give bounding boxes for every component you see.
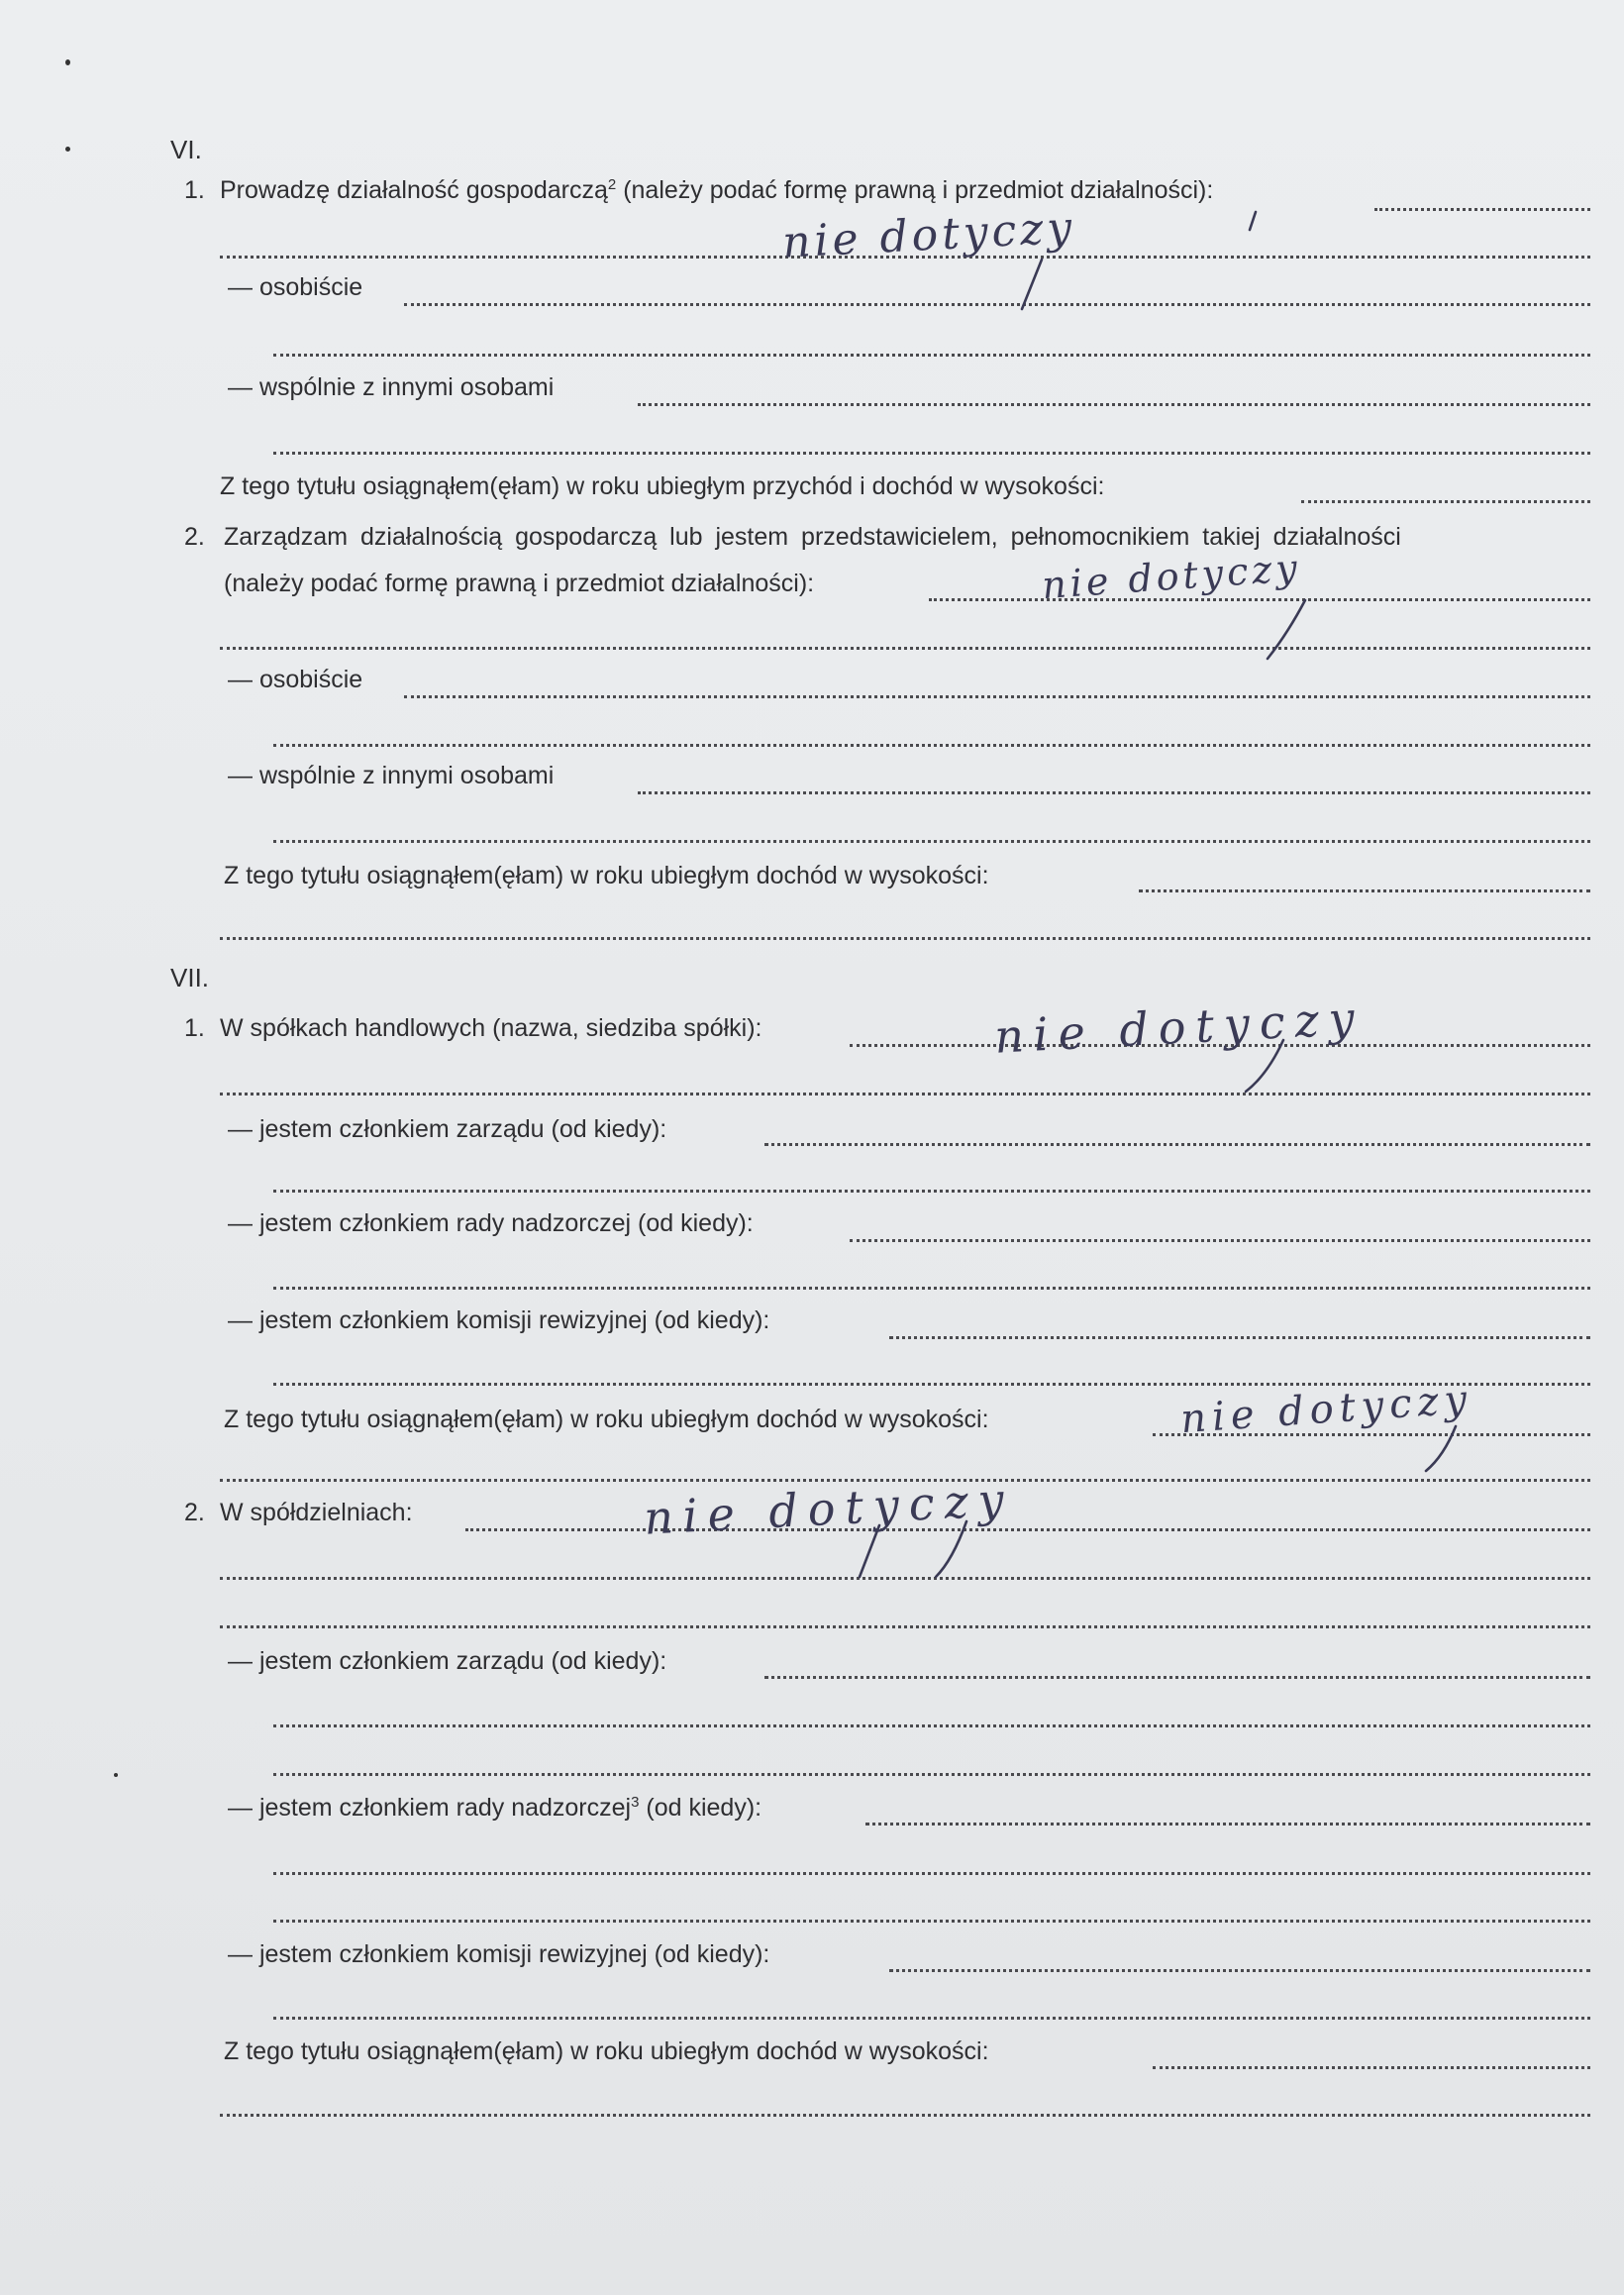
vii-item2-audit-label: — jestem członkiem komisji rewizyjnej (od kiedy): [228, 1940, 770, 1968]
vii-item1-audit-label: — jestem członkiem komisji rewizyjnej (od kiedy): [228, 1306, 770, 1334]
vii-item2-supervisory-label [228, 1793, 761, 1823]
vii-item2-handwritten-answer: nie dotyczy [642, 1472, 1015, 1545]
vii-item2-supervisory-line[interactable] [865, 1823, 1590, 1826]
vii-item2-board-line[interactable] [764, 1676, 1590, 1679]
vii-item2-board-line2[interactable] [273, 1724, 1590, 1727]
vii-item2-supervisory-text-a: — jestem członkiem rady nadzorczej [228, 1794, 632, 1822]
vi-item1-income-label: Z tego tytułu osiągnąłem(ęłam) w roku ubiegłym przychód i dochód w wysokości: [220, 472, 1105, 500]
vii-item1-supervisory-label: — jestem członkiem rady nadzorczej (od kiedy): [228, 1209, 754, 1237]
vii-item2-audit-line[interactable] [889, 1969, 1590, 1972]
vii-item2-audit-line2[interactable] [273, 2017, 1590, 2020]
vi-item2-handwritten-answer: nie dotyczy [1040, 545, 1303, 608]
vii-item1-text: W spółkach handlowych (nazwa, siedziba spółki): [220, 1014, 762, 1042]
vi-item1-handwritten-answer: nie dotyczy [780, 202, 1077, 268]
vii-item2-income-label: Z tego tytułu osiągnąłem(ęłam) w roku ubiegłym dochód w wysokości: [224, 2037, 989, 2065]
vii-item1-income-label: Z tego tytułu osiągnąłem(ęłam) w roku ubiegłym dochód w wysokości: [224, 1406, 989, 1433]
vii-item1-board-label: — jestem członkiem zarządu (od kiedy): [228, 1115, 667, 1143]
vii-item1-handwritten-answer: nie dotyczy [992, 991, 1366, 1064]
vii-item2-supervisory-line3[interactable] [273, 1920, 1590, 1923]
footnote-2: 2 [607, 176, 617, 193]
vii-item2-board-line3[interactable] [273, 1773, 1590, 1776]
vi-item1-jointly-label: — wspólnie z innymi osobami [228, 373, 555, 401]
vii-item2-number: 2. [184, 1499, 205, 1526]
vi-item1-number: 1. [184, 176, 205, 204]
vii-item2-board-label: — jestem członkiem zarządu (od kiedy): [228, 1647, 667, 1675]
section-vii-heading: VII. [170, 963, 210, 992]
footnote-3: 3 [631, 1794, 640, 1811]
vii-item1-number: 1. [184, 1014, 205, 1042]
vi-item2-text-line1: Zarządzam działalnością gospodarczą lub jestem przedstawicielem, pełnomocnikiem takiej działalności [224, 523, 1401, 551]
vii-item2-supervisory-line2[interactable] [273, 1872, 1590, 1875]
vi-item1-text-a: Prowadzę działalność gospodarczą [220, 176, 608, 204]
vii-item2-income-line[interactable] [1153, 2066, 1590, 2069]
vi-item2-personally-label: — osobiście [228, 666, 363, 693]
vii-item2-text: W spółdzielniach: [220, 1499, 413, 1526]
section-vi-heading: VI. [170, 135, 202, 164]
vi-item1-text-b: (należy podać formę prawną i przedmiot działalności): [616, 176, 1214, 204]
vi-item2-text-line2: (należy podać formę prawną i przedmiot działalności): [224, 570, 815, 597]
vi-item2-income-label: Z tego tytułu osiągnąłem(ęłam) w roku ubiegłym dochód w wysokości: [224, 862, 989, 889]
vi-item2-jointly-label: — wspólnie z innymi osobami [228, 762, 555, 789]
vii-item2-supervisory-text-b: (od kiedy): [639, 1794, 762, 1822]
vi-item1-personally-label: — osobiście [228, 273, 363, 301]
vii-item1-handwritten-income: nie dotyczy [1178, 1376, 1474, 1443]
vii-item2-income-line2[interactable] [220, 2114, 1590, 2117]
vi-item2-number: 2. [184, 523, 205, 551]
